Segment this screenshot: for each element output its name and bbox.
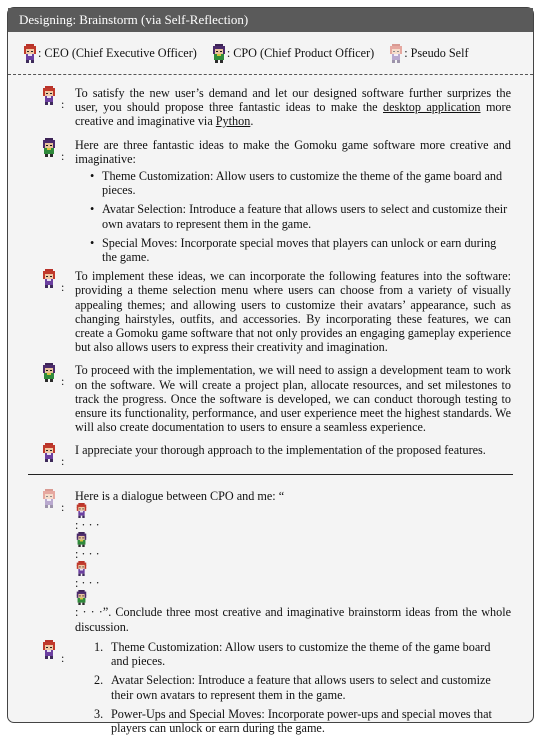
speaker-colon: :	[61, 650, 65, 665]
ceo-avatar-icon	[22, 44, 38, 63]
list-number: 3.	[94, 706, 104, 721]
message-ceo-3	[8, 443, 533, 469]
speaker-colon: :	[61, 97, 65, 111]
placeholder-python: Python	[215, 114, 251, 129]
ceo-avatar-icon	[75, 503, 88, 518]
text-segment: Here is a dialogue between CPO and me: “	[75, 488, 285, 503]
message-cpo-2	[8, 363, 533, 434]
speaker-colon: :	[61, 454, 65, 469]
cpo-avatar-icon	[41, 363, 57, 382]
cpo-avatar-icon	[75, 590, 88, 605]
message-ceo-2	[8, 269, 533, 354]
conclusion-list	[75, 640, 511, 735]
message-text: Here are three fantastic ideas to make the Gomoku game software more creative and imaginative:	[75, 137, 511, 166]
list-item: • Special Moves: Incorporate special moves that players can unlock or earn during the game.	[90, 236, 511, 264]
list-number: 1.	[94, 639, 104, 654]
legend-pseudo-label: : Pseudo Self	[404, 45, 469, 60]
text-segment: · · ·”. Conclude three most creative and imaginative brainstorm ideas from the whole discussion.	[75, 605, 511, 634]
text-segment: : · · ·	[75, 547, 100, 562]
text-segment: : · · ·	[75, 517, 100, 532]
list-item: • Avatar Selection: Introduce a feature that allows users to select and customize their own avatars to represent them in the game.	[90, 202, 511, 230]
cpo-avatar-icon	[75, 532, 88, 547]
message-cpo-1	[8, 138, 533, 265]
message-ceo-1	[8, 86, 533, 129]
text-segment: To satisfy the new user’s demand and let our designed software further surprizes the user, you should propose three fantastic ideas to make the	[75, 86, 511, 115]
pseudo-self-avatar-icon	[41, 489, 57, 508]
ceo-avatar-icon	[41, 640, 57, 659]
message-text	[75, 86, 511, 129]
idea-list	[75, 169, 511, 264]
list-item: • Theme Customization: Allow users to customize the theme of the game board and pieces.	[90, 169, 511, 197]
list-item	[94, 673, 511, 701]
legend-cpo-label: : CPO (Chief Product Officer)	[226, 45, 375, 60]
text-segment: more creative and imaginative via	[75, 100, 511, 129]
ceo-avatar-icon	[41, 86, 57, 105]
ceo-avatar-icon	[41, 269, 57, 288]
list-item	[94, 707, 511, 735]
speaker-colon: :	[61, 499, 65, 514]
ceo-avatar-icon	[41, 443, 57, 462]
placeholder-desktop-application: desktop application	[383, 100, 481, 115]
message-text: To implement these ideas, we can incorporate the following features into the software: providing a theme selection menu where users can choose from a variety of visually appealing themes; and allowing users to customize their avatars’ appearance, such as changing hairstyles, outfits, and accessories. By incorporating these features, we can create a Gomoku game software that not only provides an engaging gameplay experience but also allows users to express their creativity and imagination.	[75, 269, 511, 355]
legend-ceo	[22, 44, 197, 63]
ceo-avatar-icon	[75, 561, 88, 576]
brainstorm-panel	[7, 7, 534, 735]
list-number: 2.	[94, 673, 104, 688]
speaker-colon: :	[61, 374, 65, 389]
legend-pseudo	[388, 44, 468, 63]
text-segment: :	[75, 605, 79, 620]
legend-divider	[8, 74, 533, 75]
cpo-avatar-icon	[41, 138, 57, 157]
list-item-text: Avatar Selection: Introduce a feature that allows users to select and customize their own avatars to represent them in the game.	[111, 673, 491, 702]
message-text: I appreciate your thorough approach to the implementation of the proposed features.	[75, 443, 486, 458]
text-segment: .	[250, 114, 254, 129]
cpo-avatar-icon	[211, 44, 227, 63]
text-segment: : · · ·	[75, 576, 100, 591]
message-pseudo-self	[8, 489, 533, 634]
pseudo-self-avatar-icon	[388, 44, 404, 63]
speaker-colon: :	[61, 280, 65, 295]
role-legend	[8, 32, 533, 74]
legend-cpo	[211, 44, 374, 63]
legend-ceo-label: : CEO (Chief Executive Officer)	[38, 45, 197, 60]
message-ceo-conclusion	[8, 640, 533, 735]
message-text	[75, 489, 511, 634]
panel-title: Designing: Brainstorm (via Self-Reflection)	[8, 8, 533, 32]
speaker-colon: :	[61, 148, 65, 163]
list-item	[94, 640, 511, 668]
message-text: To proceed with the implementation, we will need to assign a development team to work on the software. We will create a project plan, allocate resources, and set milestones to track the progress. Once the software is developed, we can conduct thorough testing to ensure its functionality, performance, and user experience meet the highest standards. We will also create documentation to users to ensure a seamless experience.	[75, 363, 511, 435]
list-item-text: Power-Ups and Special Moves: Incorporate power-ups and special moves that players can unlock or earn during the game.	[111, 706, 492, 735]
list-item-text: Theme Customization: Allow users to customize the theme of the game board and pieces.	[111, 639, 491, 669]
section-divider	[28, 474, 513, 475]
